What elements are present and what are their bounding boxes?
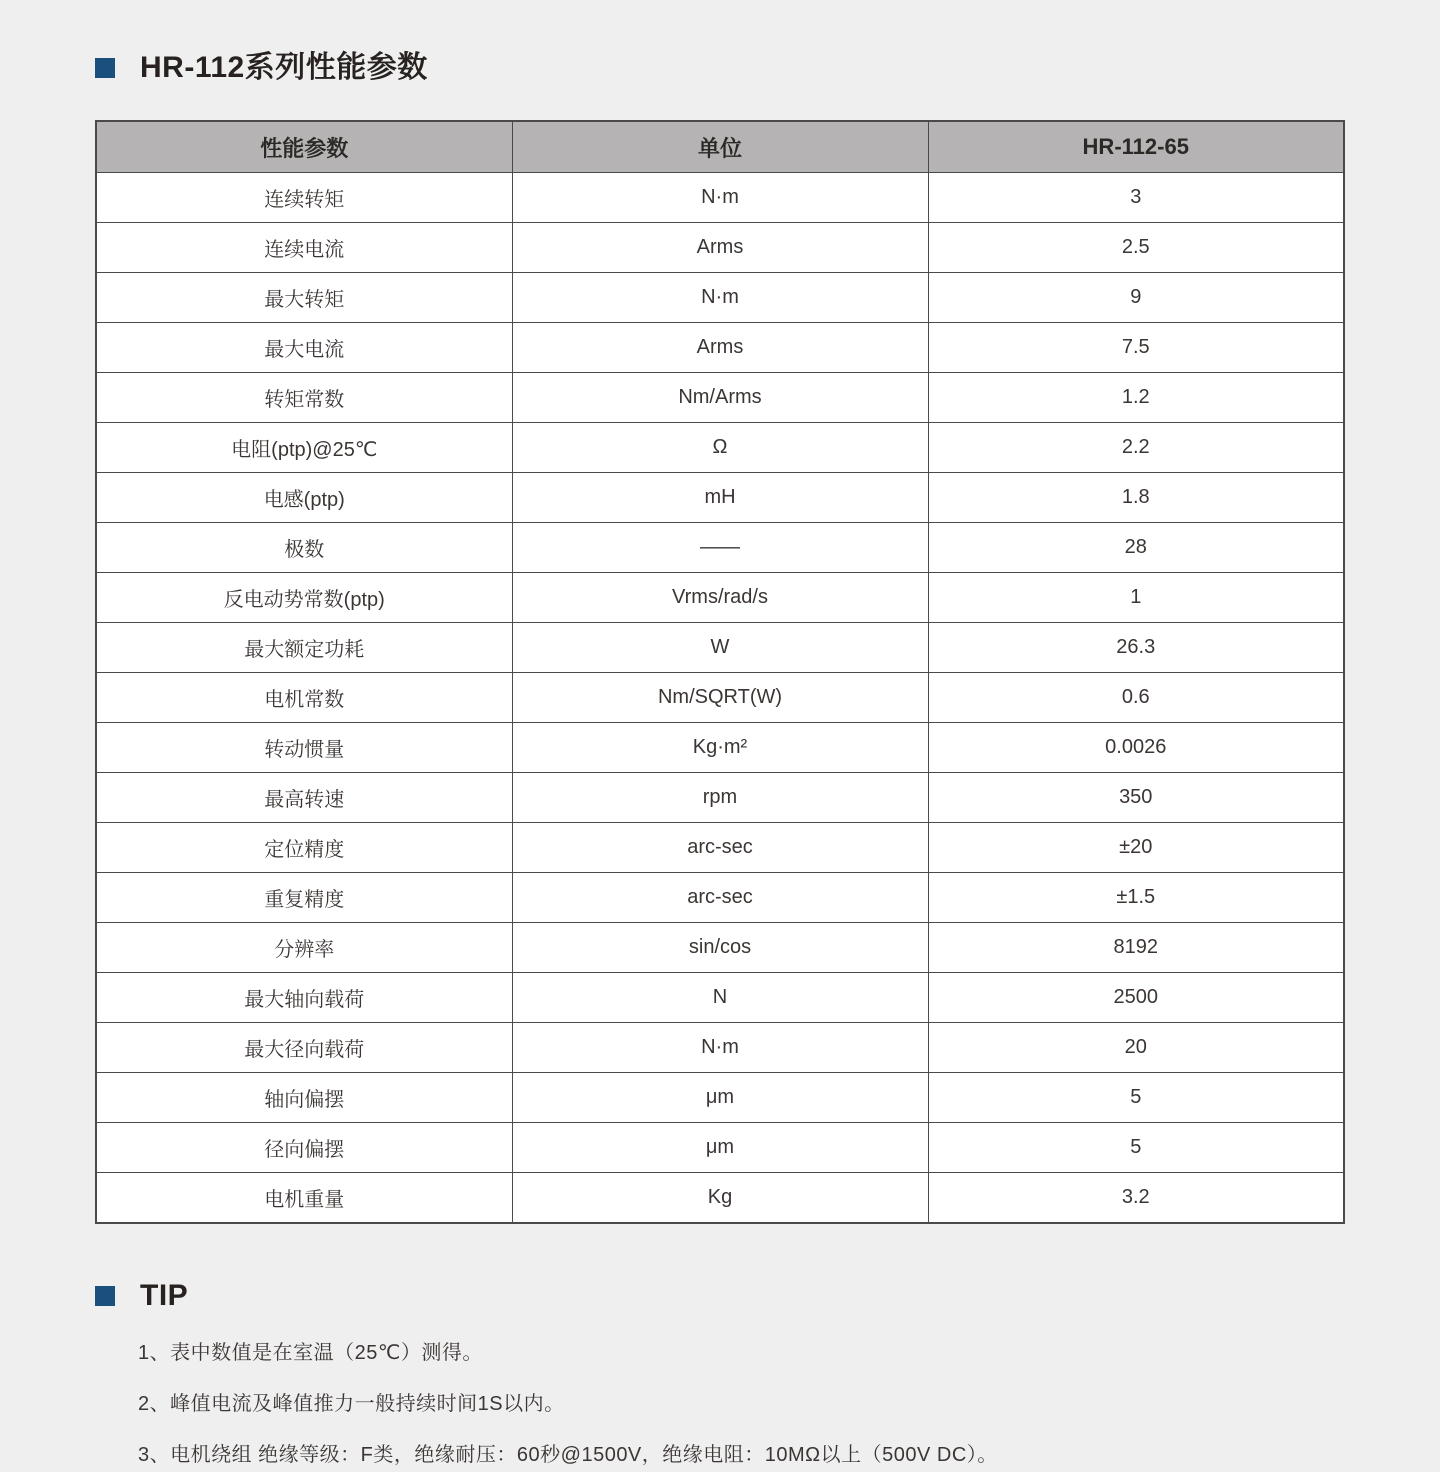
cell-unit: N·m <box>512 173 928 223</box>
cell-value: 0.6 <box>928 673 1344 723</box>
cell-unit: Kg·m² <box>512 723 928 773</box>
section-bullet-icon <box>95 58 115 78</box>
cell-unit: Arms <box>512 223 928 273</box>
cell-parameter: 最高转速 <box>96 773 512 823</box>
column-header-model: HR-112-65 <box>928 121 1344 173</box>
column-header-unit: 单位 <box>512 121 928 173</box>
cell-value: 7.5 <box>928 323 1344 373</box>
cell-parameter: 定位精度 <box>96 823 512 873</box>
cell-parameter: 分辨率 <box>96 923 512 973</box>
cell-parameter: 转矩常数 <box>96 373 512 423</box>
cell-value: 20 <box>928 1023 1344 1073</box>
table-row <box>96 1023 1344 1073</box>
cell-value: 5 <box>928 1123 1344 1173</box>
table-row <box>96 773 1344 823</box>
cell-value: 5 <box>928 1073 1344 1123</box>
cell-parameter: 最大电流 <box>96 323 512 373</box>
tip-note: 3、电机绕组 绝缘等级：F类，绝缘耐压：60秒@1500V，绝缘电阻：10MΩ以上（500V DC）。 <box>138 1444 998 1466</box>
table-row <box>96 523 1344 573</box>
cell-value: ±1.5 <box>928 873 1344 923</box>
cell-value: 3 <box>928 173 1344 223</box>
cell-unit: N <box>512 973 928 1023</box>
spec-table-body <box>96 173 1344 1224</box>
cell-unit: μm <box>512 1073 928 1123</box>
table-row <box>96 373 1344 423</box>
cell-unit: Arms <box>512 323 928 373</box>
page-title: HR-112系列性能参数 <box>140 51 428 84</box>
section-header-performance <box>95 48 1345 88</box>
tip-note: 1、表中数值是在室温（25℃）测得。 <box>138 1342 483 1364</box>
cell-parameter: 最大转矩 <box>96 273 512 323</box>
cell-parameter: 电机重量 <box>96 1173 512 1224</box>
cell-value: 26.3 <box>928 623 1344 673</box>
cell-unit: Nm/SQRT(W) <box>512 673 928 723</box>
section-bullet-icon <box>95 1286 115 1306</box>
cell-unit: sin/cos <box>512 923 928 973</box>
cell-parameter: 重复精度 <box>96 873 512 923</box>
table-row <box>96 323 1344 373</box>
cell-value: 350 <box>928 773 1344 823</box>
cell-value: 0.0026 <box>928 723 1344 773</box>
cell-unit: W <box>512 623 928 673</box>
table-header-row <box>96 121 1344 173</box>
table-row <box>96 973 1344 1023</box>
table-row <box>96 923 1344 973</box>
table-row <box>96 423 1344 473</box>
cell-parameter: 轴向偏摆 <box>96 1073 512 1123</box>
cell-value: 1.8 <box>928 473 1344 523</box>
cell-parameter: 电感(ptp) <box>96 473 512 523</box>
table-row <box>96 723 1344 773</box>
cell-value: 1 <box>928 573 1344 623</box>
table-row <box>96 823 1344 873</box>
cell-unit: Ω <box>512 423 928 473</box>
table-row <box>96 573 1344 623</box>
tip-note: 2、峰值电流及峰值推力一般持续时间1S以内。 <box>138 1393 565 1415</box>
cell-unit: N·m <box>512 1023 928 1073</box>
cell-parameter: 最大轴向载荷 <box>96 973 512 1023</box>
table-row <box>96 273 1344 323</box>
cell-parameter: 最大径向载荷 <box>96 1023 512 1073</box>
cell-parameter: 连续转矩 <box>96 173 512 223</box>
section-header-tip <box>95 1276 1345 1316</box>
spec-table-head <box>96 121 1344 173</box>
cell-unit: N·m <box>512 273 928 323</box>
tip-title: TIP <box>140 1279 189 1312</box>
cell-unit: Kg <box>512 1173 928 1224</box>
cell-parameter: 最大额定功耗 <box>96 623 512 673</box>
cell-unit: rpm <box>512 773 928 823</box>
cell-parameter: 电机常数 <box>96 673 512 723</box>
cell-unit: —— <box>512 523 928 573</box>
cell-unit: Vrms/rad/s <box>512 573 928 623</box>
cell-value: 28 <box>928 523 1344 573</box>
cell-parameter: 电阻(ptp)@25℃ <box>96 423 512 473</box>
table-row <box>96 873 1344 923</box>
cell-parameter: 极数 <box>96 523 512 573</box>
cell-unit: mH <box>512 473 928 523</box>
cell-parameter: 反电动势常数(ptp) <box>96 573 512 623</box>
cell-value: 2.2 <box>928 423 1344 473</box>
cell-parameter: 径向偏摆 <box>96 1123 512 1173</box>
column-header-parameter: 性能参数 <box>96 121 512 173</box>
cell-parameter: 转动惯量 <box>96 723 512 773</box>
cell-value: 8192 <box>928 923 1344 973</box>
cell-parameter: 连续电流 <box>96 223 512 273</box>
cell-value: 2.5 <box>928 223 1344 273</box>
cell-unit: arc-sec <box>512 823 928 873</box>
cell-value: 1.2 <box>928 373 1344 423</box>
table-row <box>96 1123 1344 1173</box>
cell-value: 2500 <box>928 973 1344 1023</box>
tip-notes <box>138 1341 1345 1467</box>
cell-value: 9 <box>928 273 1344 323</box>
table-row <box>96 1073 1344 1123</box>
table-row <box>96 173 1344 223</box>
table-row <box>96 673 1344 723</box>
cell-value: ±20 <box>928 823 1344 873</box>
table-row <box>96 1173 1344 1224</box>
table-row <box>96 223 1344 273</box>
table-row <box>96 473 1344 523</box>
cell-unit: Nm/Arms <box>512 373 928 423</box>
cell-value: 3.2 <box>928 1173 1344 1224</box>
cell-unit: μm <box>512 1123 928 1173</box>
spec-table <box>95 120 1345 1224</box>
cell-unit: arc-sec <box>512 873 928 923</box>
table-row <box>96 623 1344 673</box>
